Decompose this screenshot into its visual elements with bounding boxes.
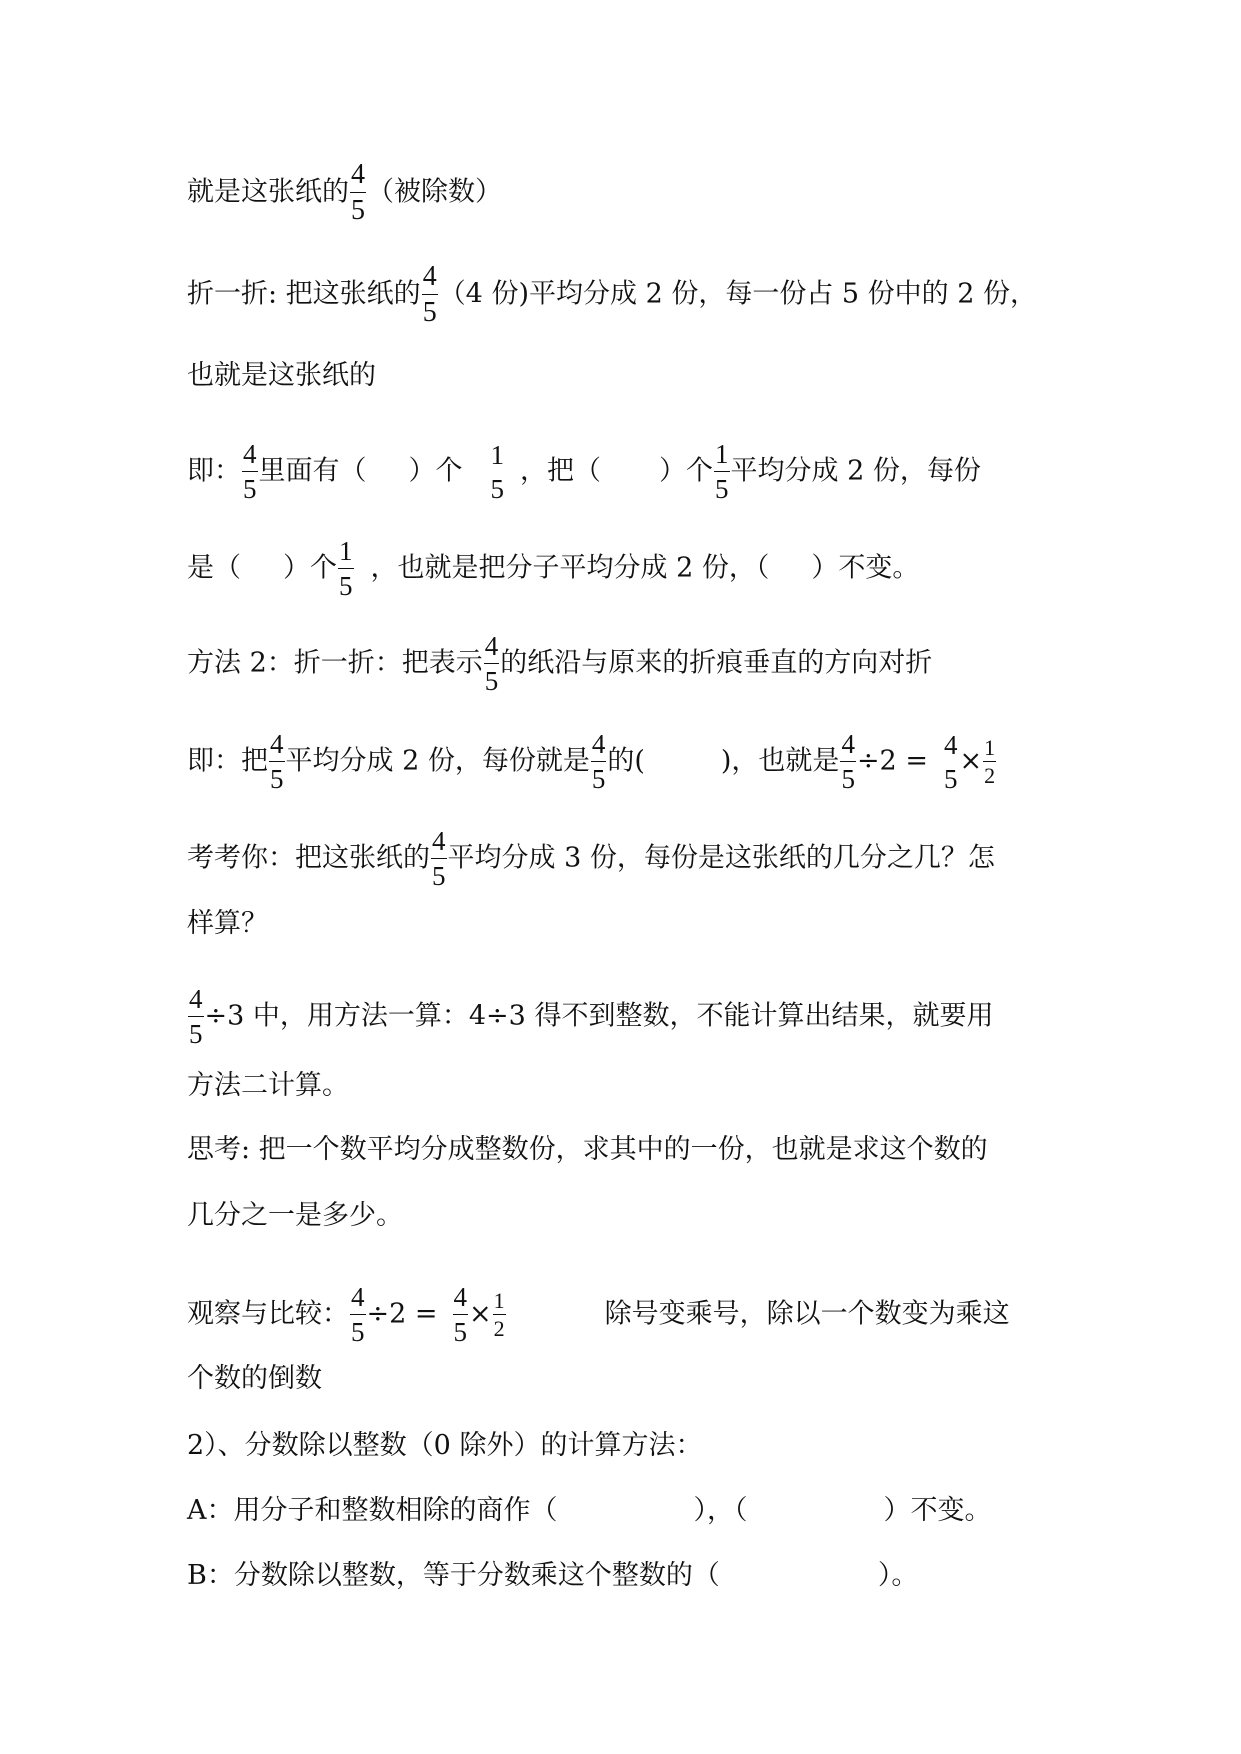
fraction-numerator: 1 <box>490 439 504 470</box>
text-line <box>187 827 995 891</box>
fraction-denominator: 5 <box>351 195 365 227</box>
fraction <box>431 827 447 891</box>
text-run: ，把（ <box>520 455 601 487</box>
text-run: ）个 <box>408 455 463 487</box>
text-run: ÷3 中，用方法一算：4÷3 得不到整数，不能计算出结果，就要用 <box>204 1000 994 1032</box>
fraction-numerator: 1 <box>714 440 730 472</box>
fraction <box>350 160 366 226</box>
text-run: ，也就是把分子平均分成 2 份，（ <box>370 552 770 584</box>
text-run: （被除数） <box>367 176 502 208</box>
fraction <box>188 985 204 1049</box>
text-run: × <box>959 745 983 777</box>
text-line <box>187 160 502 226</box>
text-line <box>187 1432 702 1459</box>
fraction <box>269 730 285 794</box>
fraction <box>422 262 438 328</box>
fraction-numerator: 4 <box>431 827 447 859</box>
text-run: ）。 <box>877 1560 919 1591</box>
fraction-numerator: 4 <box>484 632 500 664</box>
text-line <box>187 440 981 504</box>
fraction-denominator: 5 <box>453 1317 468 1348</box>
text-run: 即：把 <box>187 745 268 777</box>
text-line <box>187 362 376 389</box>
text-run: B：分数除以整数，等于分数乘这个整数的（ <box>187 1560 720 1591</box>
fraction-numerator: 4 <box>453 1283 469 1315</box>
fraction <box>493 1289 506 1340</box>
fraction-denominator: 5 <box>351 1317 365 1348</box>
text-run: 折一折: 把这张纸的 <box>187 278 421 310</box>
fraction-numerator: 1 <box>493 1289 506 1315</box>
text-line <box>187 1365 322 1392</box>
text-run: 个数的倒数 <box>187 1363 322 1394</box>
fraction-denominator: 5 <box>189 1019 203 1050</box>
fraction-denominator: 5 <box>422 297 437 329</box>
text-line <box>187 262 1037 328</box>
fraction-denominator: 5 <box>490 473 504 504</box>
text-run: ÷2 = <box>856 745 928 777</box>
text-run: 2）、分数除以整数（0 除外）的计算方法： <box>187 1430 703 1461</box>
text-run: ）不变。 <box>811 552 920 584</box>
fraction-numerator: 1 <box>338 537 354 569</box>
text-run: 的纸沿与原来的折痕垂直的方向对折 <box>500 647 933 679</box>
fraction-denominator: 5 <box>243 474 257 505</box>
fraction-denominator: 2 <box>984 763 996 789</box>
fraction-denominator: 5 <box>270 764 284 795</box>
fraction-numerator: 4 <box>350 160 366 193</box>
fraction <box>453 1283 469 1347</box>
text-run: 方法 2：折一折：把表示 <box>187 647 483 679</box>
fraction <box>983 736 996 787</box>
text-run: 即： <box>187 455 241 487</box>
text-line <box>187 1136 988 1163</box>
text-run: 平均分成 3 份，每份是这张纸的几分之几？怎 <box>447 842 995 874</box>
text-line <box>187 985 993 1049</box>
text-run: 除号变乘号，除以一个数变为乘这 <box>604 1298 1010 1330</box>
text-run: 思考: 把一个数平均分成整数份，求其中的一份，也就是求这个数的 <box>187 1134 988 1165</box>
text-line <box>187 1283 1010 1347</box>
text-line <box>187 537 919 601</box>
text-run: 考考你：把这张纸的 <box>187 842 430 874</box>
text-line <box>187 1497 992 1524</box>
fraction <box>490 441 506 504</box>
fraction-denominator: 5 <box>841 764 855 795</box>
text-run: ）个 <box>659 455 713 487</box>
fraction-numerator: 4 <box>269 730 285 762</box>
fraction-denominator: 5 <box>339 571 353 602</box>
text-run: )，也就是 <box>720 745 840 777</box>
text-run: 就是这张纸的 <box>187 176 349 208</box>
text-run: 是（ <box>187 552 241 584</box>
text-run: （4 份)平均分成 2 份，每一份占 5 份中的 2 份， <box>438 278 1038 310</box>
fraction-numerator: 4 <box>422 262 438 295</box>
fraction <box>714 440 730 504</box>
fraction <box>242 440 258 504</box>
text-line <box>187 910 268 937</box>
fraction <box>350 1283 366 1347</box>
text-run: 也就是这张纸的 <box>187 360 376 391</box>
fraction-numerator: 4 <box>943 729 958 760</box>
fraction-numerator: 4 <box>188 985 204 1017</box>
text-run: A：用分子和整数相除的商作（ <box>187 1495 558 1526</box>
fraction <box>591 730 607 794</box>
text-run: 样算？ <box>187 908 268 939</box>
fraction-denominator: 5 <box>432 861 446 892</box>
fraction <box>943 731 959 794</box>
text-run: ），（ <box>693 1495 748 1526</box>
fraction-numerator: 4 <box>840 730 856 762</box>
text-run: 方法二计算。 <box>187 1070 349 1101</box>
fraction-denominator: 5 <box>484 666 499 697</box>
fraction-numerator: 4 <box>350 1283 366 1315</box>
text-line <box>187 1072 349 1099</box>
text-run: ）不变。 <box>883 1495 992 1526</box>
text-run: 平均分成 2 份，每份 <box>730 455 981 487</box>
fraction <box>840 730 856 794</box>
fraction-numerator: 4 <box>591 730 607 762</box>
fraction <box>484 632 500 696</box>
text-line <box>187 1202 403 1229</box>
fraction-numerator: 4 <box>242 440 258 472</box>
text-line <box>187 632 932 696</box>
fraction-denominator: 5 <box>943 763 958 794</box>
text-run: ÷2 = <box>366 1298 438 1330</box>
text-run: 里面有（ <box>258 455 367 487</box>
fraction-denominator: 2 <box>493 1316 505 1342</box>
text-run: 几分之一是多少。 <box>187 1200 403 1231</box>
fraction-numerator: 1 <box>983 736 996 762</box>
text-run: ）个 <box>283 552 337 584</box>
text-run: 观察与比较： <box>187 1298 349 1330</box>
text-run: 的( <box>607 745 645 777</box>
fraction-denominator: 5 <box>715 474 729 505</box>
text-run: 平均分成 2 份，每份就是 <box>285 745 590 777</box>
fraction-denominator: 5 <box>591 764 606 795</box>
text-run: × <box>469 1298 492 1330</box>
text-line <box>187 730 997 794</box>
fraction <box>338 537 354 601</box>
text-line <box>187 1562 918 1589</box>
